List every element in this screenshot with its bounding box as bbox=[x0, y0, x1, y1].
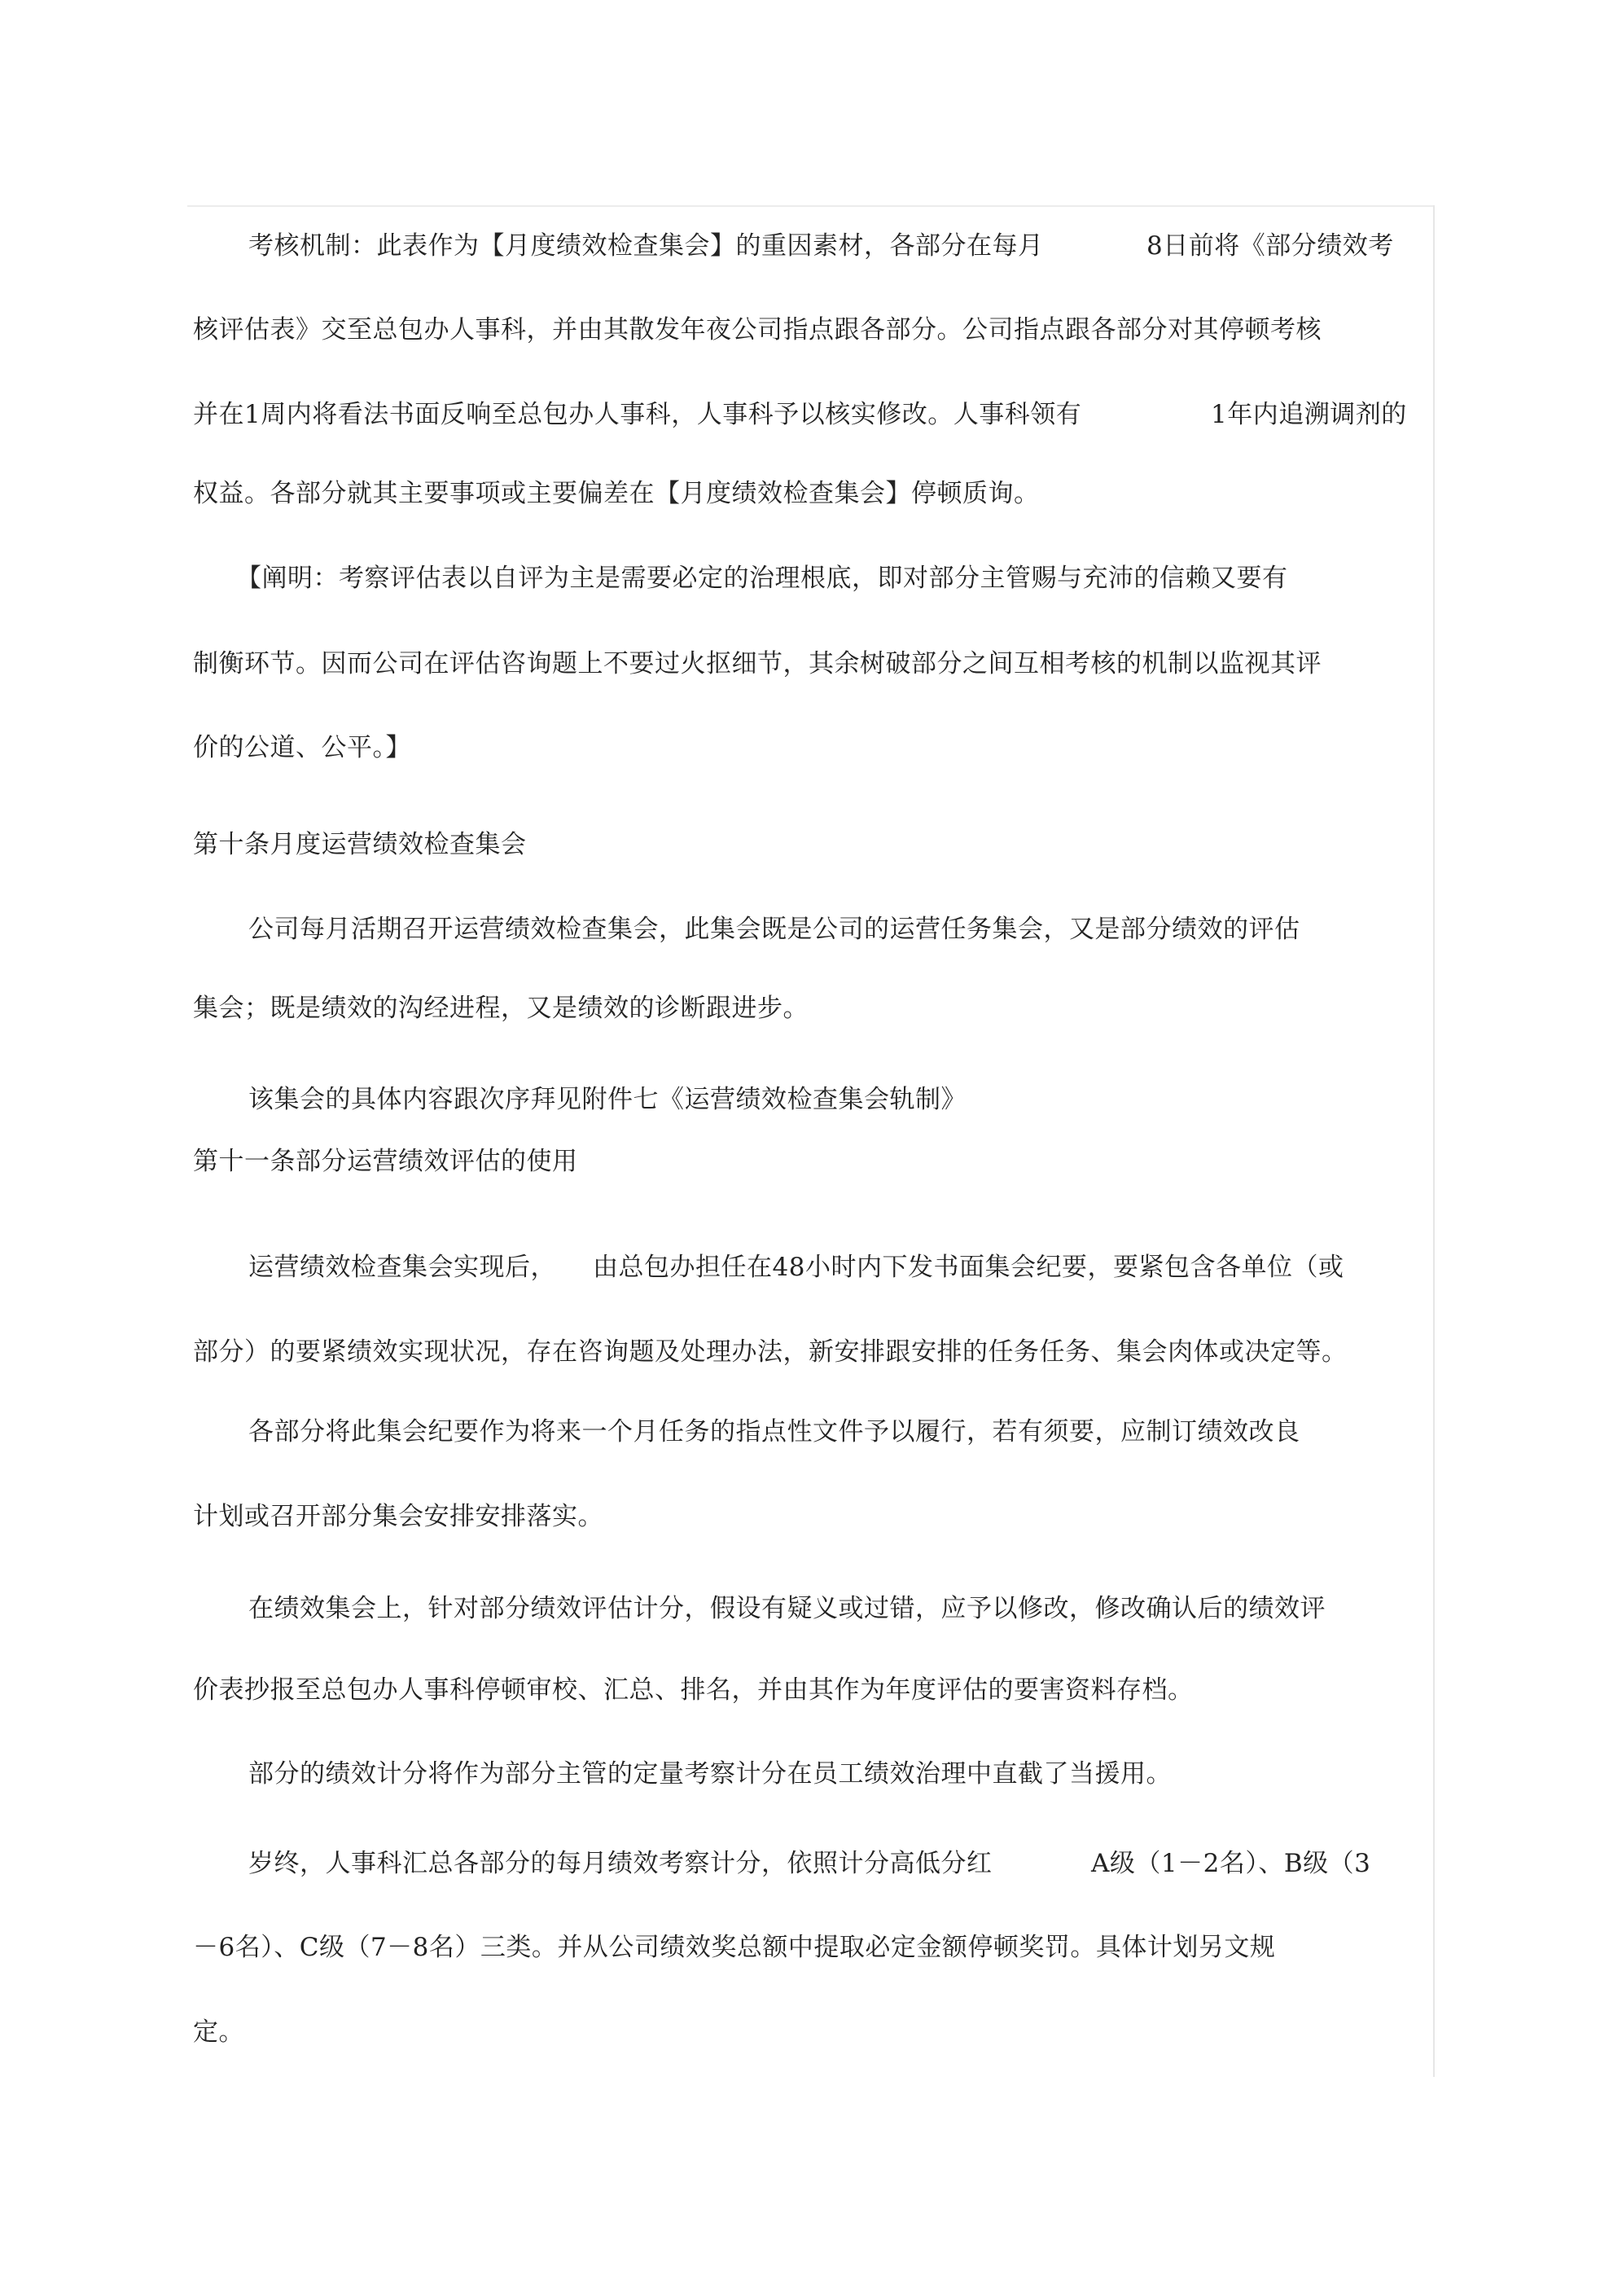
paragraph-line bbox=[193, 992, 809, 1025]
section-heading bbox=[193, 828, 527, 861]
paragraph-line bbox=[1211, 398, 1407, 431]
paragraph-line bbox=[248, 913, 1300, 946]
paragraph-line bbox=[248, 1416, 1300, 1448]
paragraph-line bbox=[248, 1847, 993, 1880]
paragraph-line bbox=[193, 477, 1040, 510]
paragraph-line bbox=[248, 1251, 556, 1284]
page-border-top bbox=[187, 205, 1433, 207]
text-segment: －6名）、C级（7－8名）三类。并从公司绩效奖总额中提取必定金额停顿奖罚。具体计划另文规 bbox=[193, 1933, 1276, 1962]
text-segment: 集会；既是绩效的沟经进程，又是绩效的诊断跟进步。 bbox=[193, 994, 809, 1023]
paragraph-line bbox=[248, 230, 1044, 262]
text-segment: 定。 bbox=[193, 2017, 244, 2047]
paragraph-line bbox=[193, 2016, 244, 2048]
heading-text: 第十一条部分运营绩效评估的使用 bbox=[193, 1147, 578, 1176]
text-segment: 计划或召开部分集会安排安排落实。 bbox=[193, 1502, 603, 1531]
text-segment: 该集会的具体内容跟次序拜见附件七《运营绩效检查集会轨制》 bbox=[248, 1085, 967, 1114]
paragraph-line bbox=[593, 1251, 1344, 1284]
paragraph-line bbox=[236, 562, 1288, 595]
text-segment: 考核机制：此表作为【月度绩效检查集会】的重因素材，各部分在每月 bbox=[248, 231, 1044, 261]
paragraph-line bbox=[248, 1758, 1172, 1790]
paragraph-line bbox=[193, 648, 1322, 680]
paragraph-line bbox=[193, 731, 411, 764]
text-segment: A级（1－2名）、B级（3 bbox=[1091, 1849, 1371, 1878]
text-segment: 制衡环节。因而公司在评估咨询题上不要过火抠细节，其余树破部分之间互相考核的机制以监视其评 bbox=[193, 649, 1322, 678]
text-segment: 【阐明：考察评估表以自评为主是需要必定的治理根底，即对部分主管赐与充沛的信赖又要有 bbox=[236, 564, 1288, 593]
text-segment: 运营绩效检查集会实现后， bbox=[248, 1253, 556, 1282]
text-segment: 价的公道、公平。】 bbox=[193, 733, 411, 762]
text-segment: 部分的绩效计分将作为部分主管的定量考察计分在员工绩效治理中直截了当援用。 bbox=[248, 1759, 1172, 1789]
paragraph-line bbox=[1146, 230, 1394, 262]
text-segment: 各部分将此集会纪要作为将来一个月任务的指点性文件予以履行，若有须要，应制订绩效改良 bbox=[248, 1417, 1300, 1447]
heading-text: 第十条月度运营绩效检查集会 bbox=[193, 830, 527, 859]
paragraph-line bbox=[248, 1083, 967, 1116]
text-segment: 权益。各部分就其主要事项或主要偏差在【月度绩效检查集会】停顿质询。 bbox=[193, 479, 1040, 508]
text-segment: 由总包办担任在48小时内下发书面集会纪要，要紧包含各单位（或 bbox=[593, 1253, 1344, 1282]
page-border-right bbox=[1433, 205, 1435, 2077]
paragraph-line bbox=[193, 314, 1322, 346]
text-segment: 8日前将《部分绩效考 bbox=[1146, 231, 1394, 261]
text-segment: 在绩效集会上，针对部分绩效评估计分，假设有疑义或过错，应予以修改，修改确认后的绩效评 bbox=[248, 1594, 1326, 1623]
paragraph-line bbox=[248, 1592, 1326, 1625]
text-segment: 价表抄报至总包办人事科停顿审校、汇总、排名，并由其作为年度评估的要害资料存档。 bbox=[193, 1675, 1194, 1705]
text-segment: 岁终，人事科汇总各部分的每月绩效考察计分，依照计分高低分红 bbox=[248, 1849, 993, 1878]
paragraph-line bbox=[193, 398, 1081, 431]
section-heading bbox=[193, 1145, 578, 1178]
text-segment: 1年内追溯调剂的 bbox=[1211, 400, 1407, 429]
paragraph-line bbox=[1091, 1847, 1370, 1880]
text-segment: 部分）的要紧绩效实现状况，存在咨询题及处理办法，新安排跟安排的任务任务、集会肉体或决定等。 bbox=[193, 1337, 1348, 1367]
text-segment: 核评估表》交至总包办人事科，并由其散发年夜公司指点跟各部分。公司指点跟各部分对其停顿考核 bbox=[193, 315, 1322, 345]
text-segment: 公司每月活期召开运营绩效检查集会，此集会既是公司的运营任务集会，又是部分绩效的评估 bbox=[248, 915, 1300, 944]
paragraph-line bbox=[193, 1674, 1194, 1706]
text-segment: 并在1周内将看法书面反响至总包办人事科，人事科予以核实修改。人事科领有 bbox=[193, 400, 1082, 429]
paragraph-line bbox=[193, 1336, 1348, 1368]
paragraph-line bbox=[193, 1931, 1275, 1964]
paragraph-line bbox=[193, 1500, 603, 1533]
